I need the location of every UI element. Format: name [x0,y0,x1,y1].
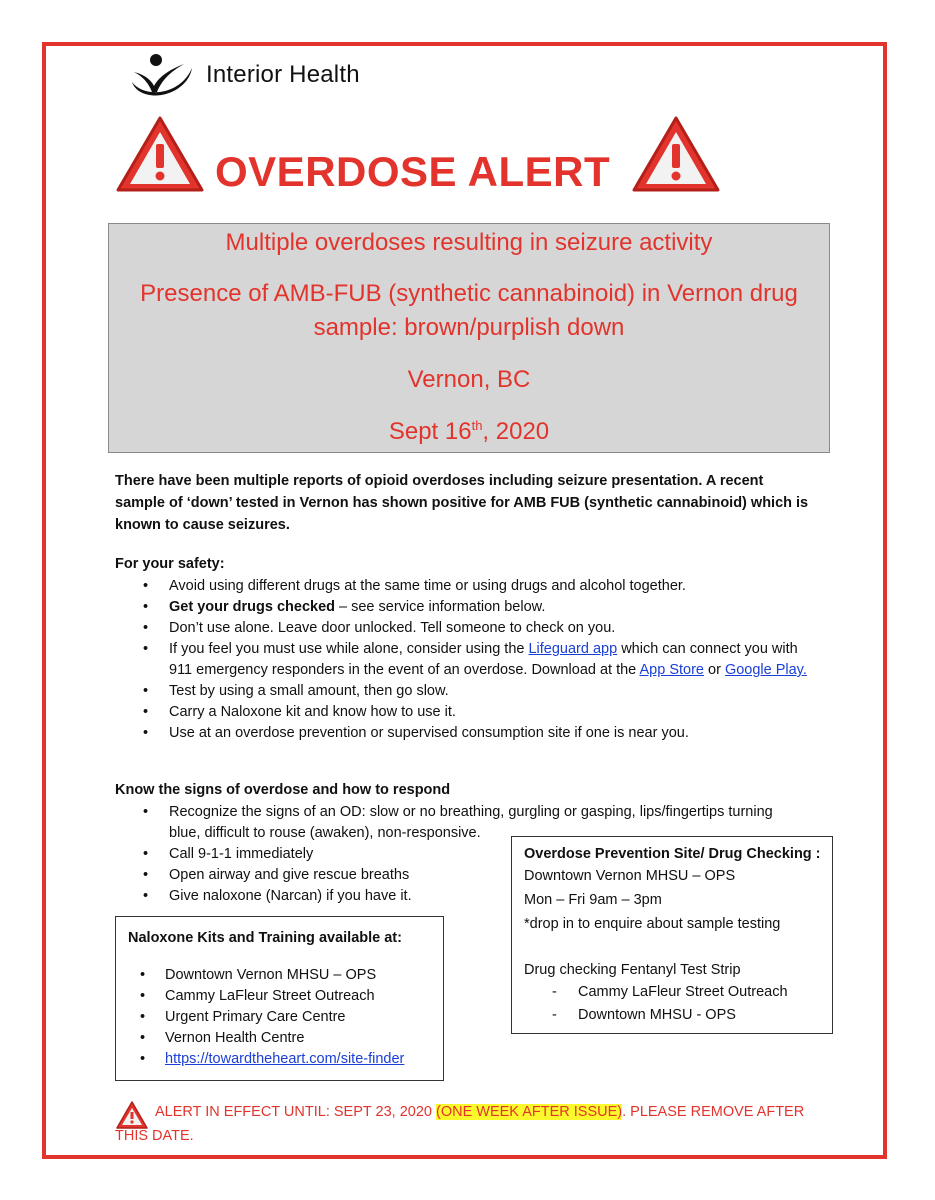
list-item-text: or [703,662,725,678]
alert-date-prefix: Sept 16 [388,418,472,445]
naloxone-list [128,965,443,1070]
list-item: • Give naloxone (Narcan) if you have it. [115,886,815,907]
list-item: • Downtown Vernon MHSU – OPS [128,965,443,986]
google-play-link[interactable]: Google Play. [724,662,807,678]
alert-location: Vernon, BC [407,366,531,393]
ops-line-2: Mon – Fri 9am – 3pm [524,892,662,908]
list-item [115,597,815,618]
list-item: - Downtown MHSU - OPS [524,1004,832,1027]
list-item: - Cammy LaFleur Street Outreach [524,981,832,1004]
list-item: • Avoid using different drugs at the same time or using drugs and alcohol together. [115,576,815,597]
list-item-text: blue, difficult to rouse (awaken), non-responsive. [169,825,481,841]
list-item: • Vernon Health Centre [128,1028,443,1049]
alert-line-1: Multiple overdoses resulting in seizure activity [225,229,713,256]
signs-title: Know the signs of overdose and how to respond [115,782,451,798]
list-item: • Use at an overdose prevention or supervised consumption site if one is near you. [115,723,815,744]
alert-date-sup: th [471,418,483,433]
list-item: • Call 9-1-1 immediately [115,844,815,865]
interior-health-logo-icon [130,52,196,98]
ops-title: Overdose Prevention Site/ Drug Checking : [524,846,821,862]
alert-line-2b: sample: brown/purplish down [313,314,625,341]
alert-summary-box [108,223,830,453]
list-item-text: Recognize the signs of an OD: slow or no breathing, gurgling or gasping, lips/fingertips turning [169,804,773,820]
list-item: • Open airway and give rescue breaths [115,865,815,886]
list-item: • Urgent Primary Care Centre [128,1007,443,1028]
naloxone-box [115,916,444,1081]
safety-list [115,576,815,744]
safety-title: For your safety: [115,556,225,572]
ops-line-1: Downtown Vernon MHSU – OPS [524,868,736,884]
list-item [115,639,815,681]
alert-expiry-footer [115,1100,815,1148]
intro-paragraph: There have been multiple reports of opioid overdoses including seizure presentation. A recent sample of ‘down’ tested in Vernon has shown positive for AMB FUB (synthetic cannabinoid) which is known to cause seizures. [115,473,809,533]
site-finder-link[interactable]: https://towardtheheart.com/site-finder [165,1051,405,1067]
checking-title: Drug checking Fentanyl Test Strip [524,962,741,978]
list-item: • Carry a Naloxone kit and know how to use it. [115,702,815,723]
footer-text: . PLEASE REMOVE AFTER THIS DATE. [115,1104,805,1144]
list-item: • Cammy LaFleur Street Outreach [128,986,443,1007]
interior-health-logo [130,52,360,98]
list-item-text: – see service information below. [335,599,546,615]
list-item-text: which can connect you with 911 emergency responders in the event of an overdose. Download at the [169,641,798,678]
alert-line-2a: Presence of AMB-FUB (synthetic cannabinoid) in Vernon drug [140,280,798,307]
alert-date-suffix: , 2020 [482,418,550,445]
warning-triangle-icon [630,114,722,194]
headline: OVERDOSE ALERT [215,148,611,195]
ops-line-3: *drop in to enquire about sample testing [524,916,781,932]
list-item [128,1049,443,1070]
list-item: • Don’t use alone. Leave door unlocked. Tell someone to check on you. [115,618,815,639]
alert-date [109,418,829,446]
lifeguard-app-link[interactable]: Lifeguard app [528,641,618,657]
list-item: • Test by using a small amount, then go slow. [115,681,815,702]
footer-text: ALERT IN EFFECT UNTIL: SEPT 23, 2020 [155,1104,436,1120]
list-item-bold: Get your drugs checked [169,599,335,615]
ops-drug-checking-box [511,836,833,1034]
warning-triangle-icon [114,114,206,194]
footer-highlight: (ONE WEEK AFTER ISSUE) [435,1104,623,1120]
app-store-link[interactable]: App Store [639,662,704,678]
list-item-text: If you feel you must use while alone, consider using the [169,641,529,657]
org-name: Interior Health [206,61,360,88]
checking-list [524,981,832,1027]
naloxone-title: Naloxone Kits and Training available at: [128,930,402,946]
